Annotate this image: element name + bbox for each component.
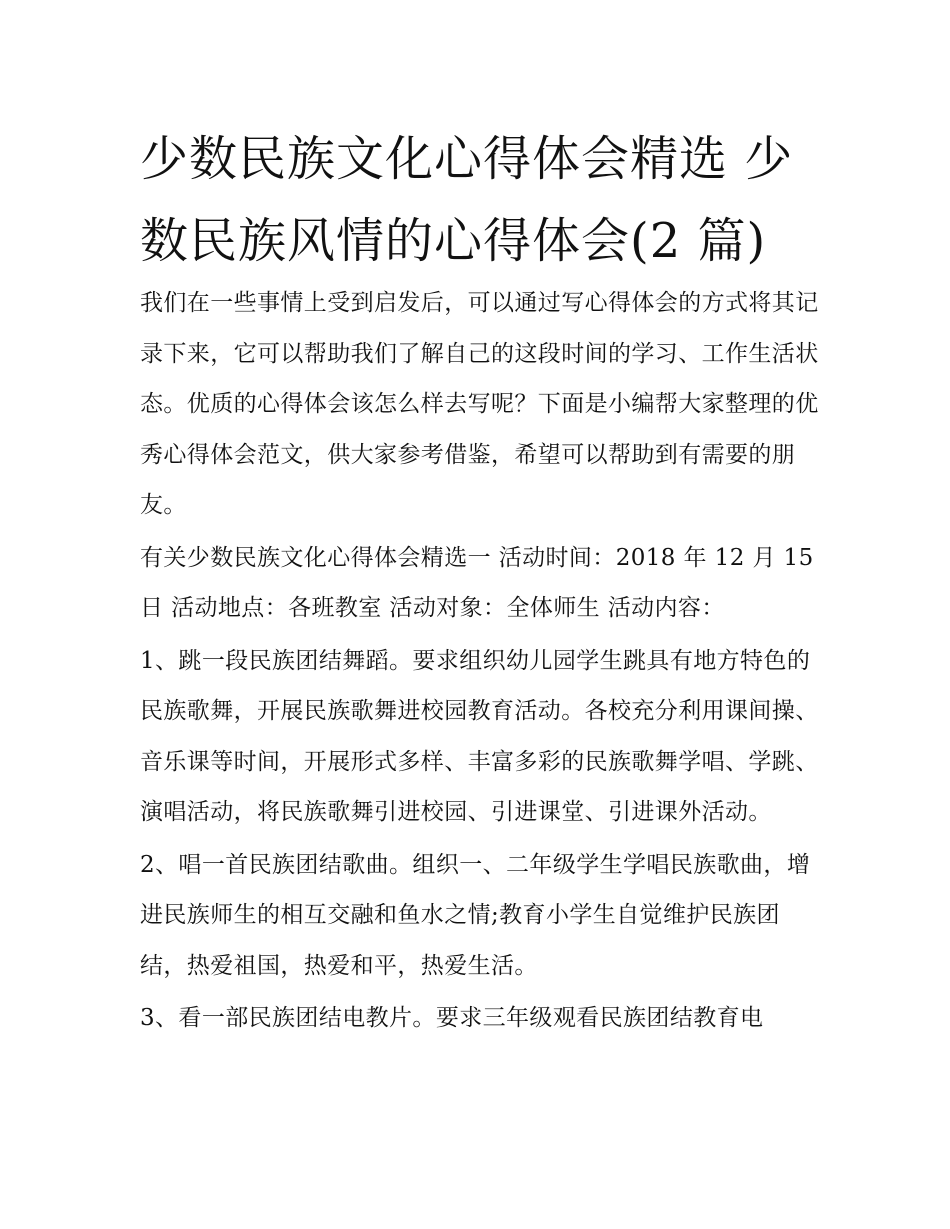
paragraph-item-1: 1、跳一段民族团结舞蹈。要求组织幼儿园学生跳具有地方特色的民族歌舞，开展民族歌舞进校园教育活动。各校充分利用课间操、音乐课等时间，开展形式多样、丰富多彩的民族歌舞学唱、学跳、演唱活动，将民族歌舞引进校园、引进课堂、引进课外活动。 xyxy=(140,647,819,825)
document-body xyxy=(140,278,820,1046)
paragraph-item-3: 3、看一部民族团结电教片。要求三年级观看民族团结教育电 xyxy=(140,1005,764,1031)
paragraph-intro: 我们在一些事情上受到启发后，可以通过写心得体会的方式将其记录下来，它可以帮助我们了解自己的这段时间的学习、工作生活状态。优质的心得体会该怎么样去写呢？下面是小编帮大家整理的优秀心得体会范文，供大家参考借鉴，希望可以帮助到有需要的朋友。 xyxy=(140,290,819,518)
paragraph-item-2: 2、唱一首民族团结歌曲。组织一、二年级学生学唱民族歌曲，增进民族师生的相互交融和鱼水之情;教育小学生自觉维护民族团结，热爱祖国，热爱和平，热爱生活。 xyxy=(140,851,811,979)
document-title: 少数民族文化心得体会精选 少数民族风情的心得体会(2 篇) xyxy=(140,131,794,269)
paragraph-activity-info: 有关少数民族文化心得体会精选一 活动时间：2018 年 12 月 15 日 活动地点：各班教室 活动对象：全体师生 活动内容： xyxy=(140,544,814,621)
